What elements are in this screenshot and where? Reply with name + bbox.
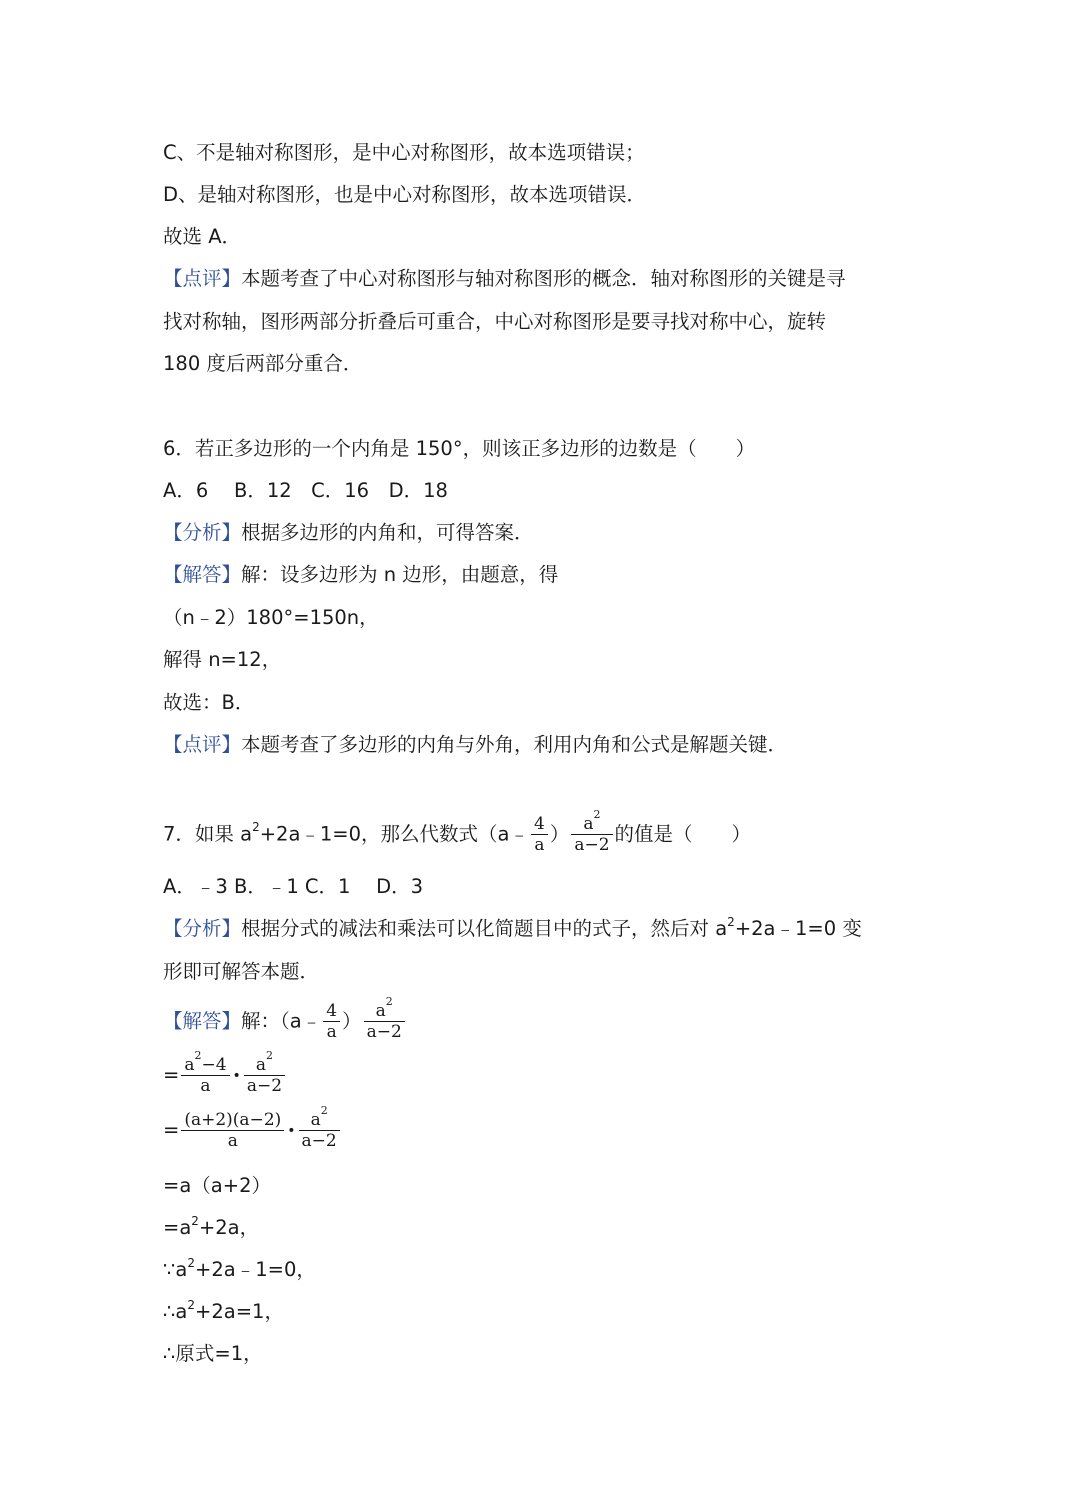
q6-comment — [163, 732, 787, 758]
answer-text: 解：设多边形为 n 边形，由题意，得 — [241, 563, 559, 586]
comment5-line — [163, 266, 846, 292]
q7-step-3: =a（a+2） — [163, 1174, 271, 1197]
q7-options: A．﹣3 B．﹣1 C．1 D．3 — [163, 875, 424, 898]
choose-a-line: 故选 A． — [163, 225, 242, 248]
analysis-tag: 【分析】 — [163, 917, 242, 940]
q7-step-4: $=a^2+2a$， — [163, 1213, 260, 1239]
fraction-4-over-a: $\frac{4}{a}$ — [531, 814, 548, 855]
answer-tag: 【解答】 — [163, 1009, 242, 1033]
comment5-line-3: 180 度后两部分重合． — [163, 352, 363, 375]
q7-question: 7．如果 $a^2+2a﹣1=0$，那么代数式（a﹣ $\frac{4}{a}$ ） $\frac{a^2}{a-2}$ 的值是（ ） — [163, 808, 752, 855]
q6-question: 6．若正多边形的一个内角是 150°，则该正多边形的边数是（ ） — [163, 437, 756, 460]
c-option-line: C、不是轴对称图形，是中心对称图形，故本选项错误； — [163, 141, 645, 164]
q7-step-2: = $\frac{(a+2)(a-2)}{a}$ • $\frac{a^2}{a-2}$ — [163, 1110, 342, 1151]
q6-step-2: 解得 n=12， — [163, 648, 282, 671]
q7-step-5: $\because a^2+2a﹣1=0$， — [163, 1255, 316, 1281]
q6-answer — [163, 562, 558, 588]
comment-tag: 【点评】 — [163, 733, 242, 756]
q7-step-1: = $\frac{a^2-4}{a}$ • $\frac{a^2}{a-2}$ — [163, 1055, 287, 1096]
d-option-line: D、是轴对称图形，也是中心对称图形，故本选项错误． — [163, 183, 647, 206]
fraction-a2-over-a-minus-2: $\frac{a^2}{a-2}$ — [364, 1001, 405, 1042]
q6-options: A．6 B．12 C．16 D．18 — [163, 479, 448, 502]
fraction-factored-over-a: $\frac{(a+2)(a-2)}{a}$ — [181, 1110, 284, 1151]
fraction-a2-minus-4-over-a: $\frac{a^2-4}{a}$ — [181, 1055, 229, 1096]
q7-analysis: 【分析】根据分式的减法和乘法可以化简题目中的式子，然后对 $a^2+2a﹣1=0$ 变 — [163, 914, 862, 940]
q7-step-6: $\therefore a^2+2a=1$， — [163, 1297, 284, 1323]
q7-answer: 【解答】解：（a﹣ $\frac{4}{a}$ ） $\frac{a^2}{a-2}$ — [163, 1001, 407, 1042]
fraction-4-over-a: $\frac{4}{a}$ — [323, 1001, 340, 1042]
fraction-a2-over-a-minus-2: $\frac{a^2}{a-2}$ — [244, 1055, 285, 1096]
comment-text: 本题考查了中心对称图形与轴对称图形的概念．轴对称图形的关键是寻 — [241, 267, 846, 290]
q6-analysis — [163, 520, 534, 546]
fraction-a2-over-a-minus-2: $\frac{a^2}{a-2}$ — [299, 1110, 340, 1151]
q7-analysis-line-2: 形即可解答本题． — [163, 960, 320, 983]
q6-choice: 故选：B． — [163, 691, 255, 714]
answer-tag: 【解答】 — [163, 563, 242, 586]
comment-text: 本题考查了多边形的内角与外角，利用内角和公式是解题关键． — [241, 733, 788, 756]
fraction-a2-over-a-minus-2: $\frac{a^2}{a-2}$ — [571, 814, 612, 855]
analysis-tag: 【分析】 — [163, 521, 242, 544]
analysis-text: 根据多边形的内角和，可得答案． — [241, 521, 534, 544]
comment5-line-2: 找对称轴，图形两部分折叠后可重合，中心对称图形是要寻找对称中心，旋转 — [163, 310, 827, 333]
q7-step-7: ∴原式=1， — [163, 1342, 263, 1365]
q6-step-1: （n﹣2）180°=150n， — [163, 606, 379, 629]
comment-tag: 【点评】 — [163, 267, 242, 290]
